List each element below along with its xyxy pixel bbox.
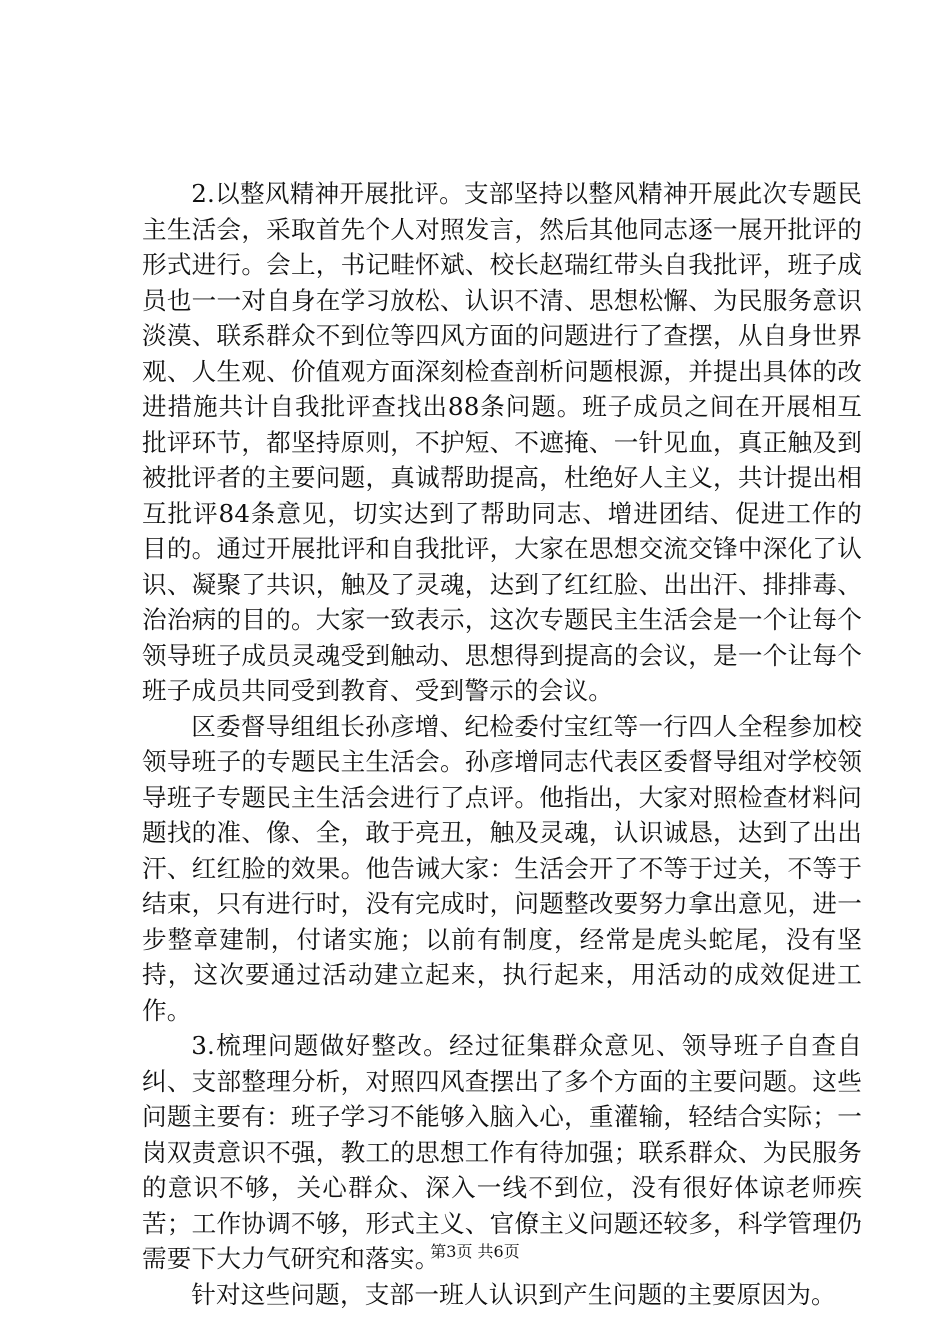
paragraph-criticism: 2.以整风精神开展批评。支部坚持以整风精神开展此次专题民主生活会，采取首先个人对照发言，然后其他同志逐一展开批评的形式进行。会上，书记畦怀斌、校长赵瑞红带头自我批评，班子成员也一一对自身在学习放松、认识不清、思想松懈、为民服务意识淡漠、联系群众不到位等四风方面的问题进行了查摆，从自身世界观、人生观、价值观方面深刻检查剖析问题根源，并提出具体的改进措施共计自我批评查找出88条问题。班子成员之间在开展相互批评环节，都坚持原则，不护短、不遮掩、一针见血，真正触及到被批评者的主要问题，真诚帮助提高，杜绝好人主义，共计提出相互批评84条意见，切实达到了帮助同志、增进团结、促进工作的目的。通过开展批评和自我批评，大家在思想交流交锋中深化了认识、凝聚了共识，触及了灵魂，达到了红红脸、出出汗、排排毒、治治病的目的。大家一致表示，这次专题民主生活会是一个让每个领导班子成员灵魂受到触动、思想得到提高的会议，是一个让每个班子成员共同受到教育、受到警示的会议。 — [142, 179, 862, 705]
paragraph-rectification: 3.梳理问题做好整改。经过征集群众意见、领导班子自查自纠、支部整理分析，对照四风查摆出了多个方面的主要问题。这些问题主要有：班子学习不能够入脑入心，重灌输，轻结合实际；一岗双责意识不强，教工的思想工作有待加强；联系群众、为民服务的意识不够，关心群众、深入一线不到位，没有很好体谅老师疾苦；工作协调不够，形式主义、官僚主义问题还较多，科学管理仍需要下大力气研究和落实。 — [142, 1031, 862, 1273]
paragraph-causes: 针对这些问题，支部一班人认识到产生问题的主要原因为。 — [191, 1279, 836, 1309]
paragraph-supervision-review: 区委督导组组长孙彦增、纪检委付宝红等一行四人全程参加校领导班子的专题民主生活会。孙彦增同志代表区委督导组对学校领导班子专题民主生活会进行了点评。他指出，大家对照检查材料问题找的准、像、全，敢于亮丑，触及灵魂，认识诚恳，达到了出出汗、红红脸的效果。他告诫大家：生活会开了不等于过关，不等于结束，只有进行时，没有完成时，问题整改要努力拿出意见，进一步整章建制，付诸实施；以前有制度，经常是虎头蛇尾，没有坚持，这次要通过活动建立起来，执行起来，用活动的成效促进工作。 — [142, 711, 862, 1025]
document-body — [142, 176, 862, 1312]
page-number-footer: 第3页 共6页 — [430, 1242, 520, 1261]
